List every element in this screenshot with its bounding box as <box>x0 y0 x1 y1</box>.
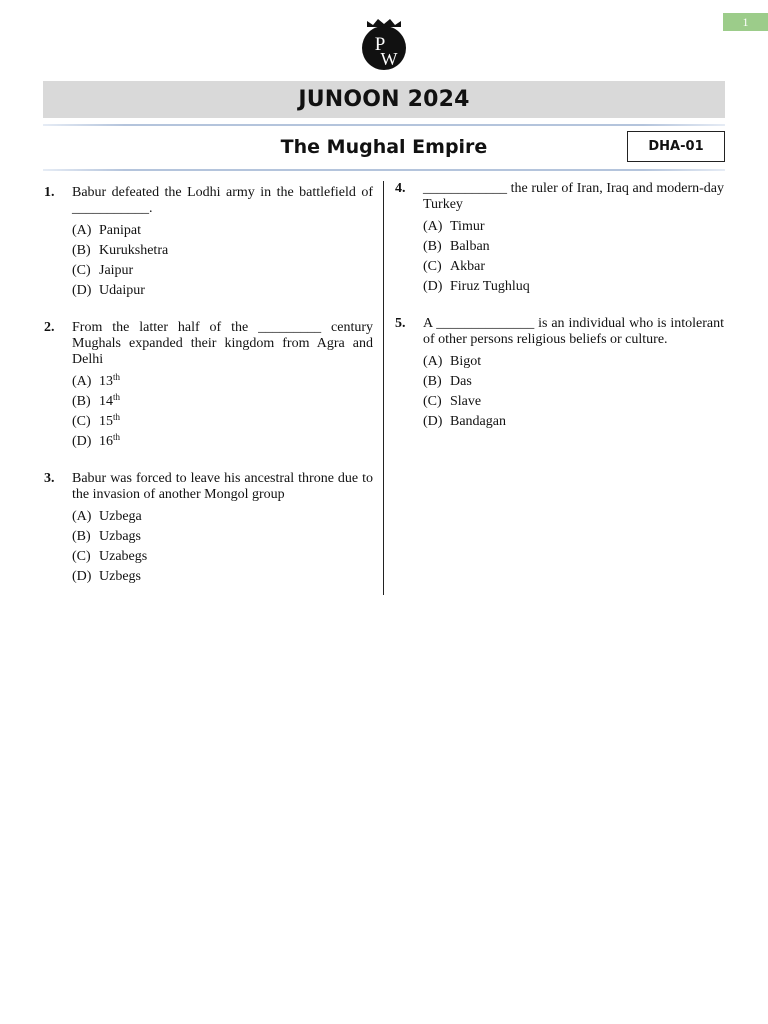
option-text: 13 <box>99 374 113 389</box>
question-text: A ______________ is an individual who is intolerant of other persons religious beliefs or culture. <box>423 316 724 347</box>
answer-options <box>72 221 346 301</box>
column-divider <box>383 181 384 595</box>
option-letter: (B) <box>72 394 91 409</box>
ordinal-suffix: th <box>113 432 121 442</box>
answer-options <box>423 217 697 297</box>
option-text: Balban <box>450 239 490 254</box>
option-text: 16 <box>99 434 113 449</box>
header-rule-top <box>43 124 725 126</box>
option-text: 14 <box>99 394 113 409</box>
option-text: Uzbags <box>99 529 141 544</box>
option-letter: (A) <box>72 374 92 389</box>
option-text: Uzbegs <box>99 569 141 584</box>
option-letter: (B) <box>423 239 442 254</box>
option-letter: (C) <box>423 259 442 274</box>
answer-option <box>72 372 346 392</box>
question-text: Babur was forced to leave his ancestral throne due to the invasion of another Mongol group <box>72 471 373 502</box>
answer-option <box>423 412 697 432</box>
answer-option <box>72 567 346 587</box>
logo-letter-w: W <box>380 49 398 69</box>
answer-option <box>423 237 697 257</box>
option-letter: (C) <box>423 394 442 409</box>
answer-option <box>72 281 346 301</box>
option-letter: (D) <box>72 569 92 584</box>
question-3 <box>44 471 373 587</box>
option-text: Timur <box>450 219 485 234</box>
option-text: Firuz Tughluq <box>450 279 530 294</box>
pw-logo <box>359 18 409 72</box>
option-letter: (D) <box>423 414 443 429</box>
question-text: Babur defeated the Lodhi army in the battlefield of ___________. <box>72 185 373 216</box>
page-number-badge: 1 <box>723 13 768 31</box>
left-column <box>44 185 373 606</box>
answer-option <box>72 221 346 241</box>
answer-option <box>423 352 697 372</box>
answer-option <box>72 432 346 452</box>
option-letter: (C) <box>72 263 91 278</box>
answer-option <box>72 241 346 261</box>
header-rule-bottom <box>43 169 725 171</box>
option-text: Jaipur <box>99 263 134 278</box>
question-text: ____________ the ruler of Iran, Iraq and modern-day Turkey <box>423 181 724 212</box>
option-text: Akbar <box>450 259 485 274</box>
answer-option <box>72 527 346 547</box>
option-letter: (C) <box>72 549 91 564</box>
ordinal-suffix: th <box>113 412 121 422</box>
title-banner <box>43 81 725 118</box>
option-text: Kurukshetra <box>99 243 169 258</box>
option-letter: (B) <box>72 243 91 258</box>
ordinal-suffix: th <box>113 372 121 382</box>
answer-option <box>72 261 346 281</box>
answer-option <box>423 372 697 392</box>
chapter-title: The Mughal Empire <box>280 136 488 158</box>
page-title: JUNOON 2024 <box>298 87 470 112</box>
option-text: Udaipur <box>99 283 145 298</box>
answer-option <box>423 392 697 412</box>
ordinal-suffix: th <box>113 392 121 402</box>
option-letter: (D) <box>72 434 92 449</box>
option-letter: (C) <box>72 414 91 429</box>
question-text: From the latter half of the _________ century Mughals expanded their kingdom from Agra and Delhi <box>72 320 373 367</box>
answer-option <box>72 392 346 412</box>
option-letter: (A) <box>72 223 92 238</box>
option-text: Panipat <box>99 223 141 238</box>
question-1 <box>44 185 373 301</box>
sheet-code-box: DHA-01 <box>627 131 725 162</box>
answer-options <box>423 352 697 432</box>
answer-option <box>423 257 697 277</box>
option-text: Uzbega <box>99 509 142 524</box>
option-text: Bigot <box>450 354 482 369</box>
option-letter: (A) <box>423 219 443 234</box>
question-number: 5. <box>395 316 406 331</box>
option-text: Slave <box>450 394 482 409</box>
question-number: 2. <box>44 320 55 335</box>
answer-option <box>423 217 697 237</box>
option-text: 15 <box>99 414 113 429</box>
answer-options <box>72 372 346 452</box>
answer-option <box>423 277 697 297</box>
answer-option <box>72 507 346 527</box>
question-5 <box>395 316 724 432</box>
option-letter: (A) <box>72 509 92 524</box>
option-letter: (D) <box>423 279 443 294</box>
question-number: 1. <box>44 185 55 200</box>
question-number: 4. <box>395 181 406 196</box>
option-text: Bandagan <box>450 414 506 429</box>
answer-option <box>72 547 346 567</box>
option-text: Das <box>450 374 472 389</box>
question-number: 3. <box>44 471 55 486</box>
option-letter: (B) <box>423 374 442 389</box>
question-4 <box>395 181 724 297</box>
logo-letter-p: P <box>374 34 386 55</box>
option-letter: (A) <box>423 354 443 369</box>
right-column <box>395 181 724 451</box>
answer-options <box>72 507 346 587</box>
question-2 <box>44 320 373 452</box>
option-letter: (B) <box>72 529 91 544</box>
answer-option <box>72 412 346 432</box>
option-letter: (D) <box>72 283 92 298</box>
option-text: Uzabegs <box>99 549 148 564</box>
